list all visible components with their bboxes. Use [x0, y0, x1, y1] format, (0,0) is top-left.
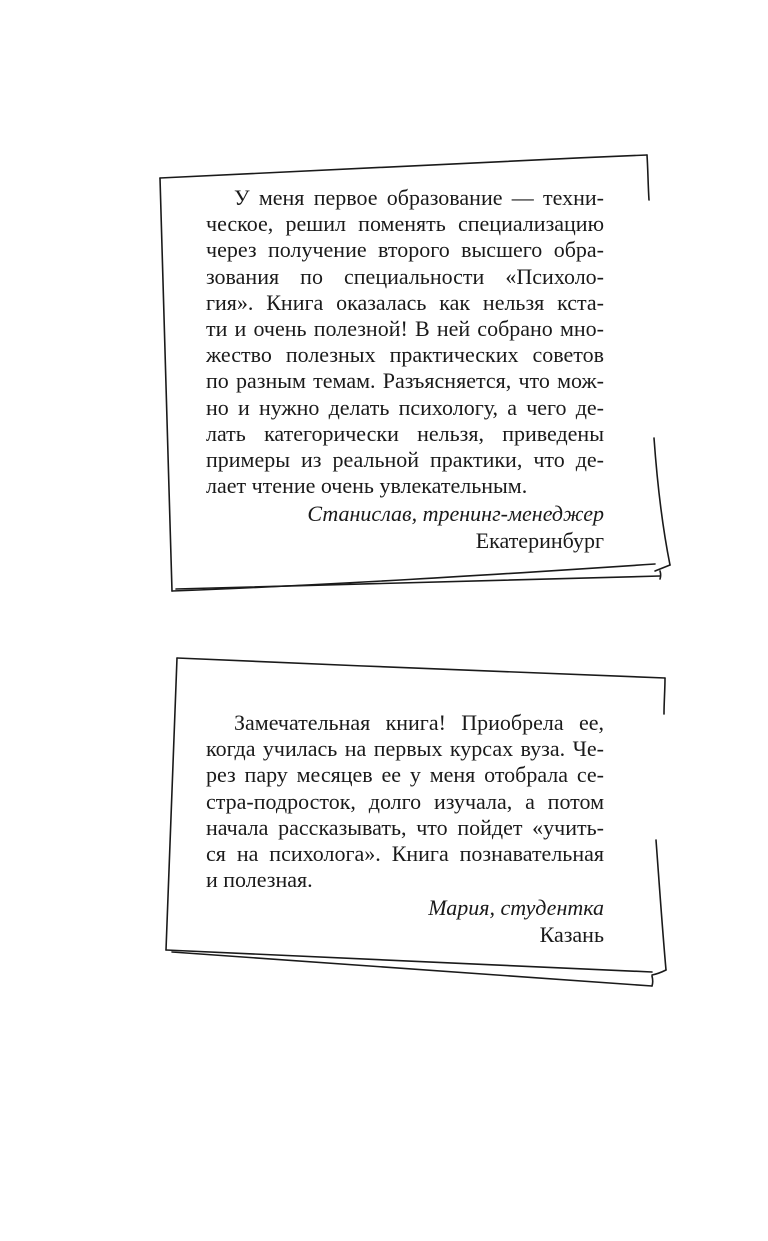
review-author: Станислав, тренинг-менеджер — [307, 501, 604, 527]
review-line: рез пару месяцев ее у меня отобрала се- — [206, 762, 604, 788]
review-line: начала рассказывать, что пойдет «учить- — [206, 814, 604, 840]
review-card-2 — [206, 710, 604, 948]
review-line: жество полезных практических советов — [206, 342, 604, 368]
review-line: лает чтение очень увлекательным. — [206, 473, 528, 499]
review-city: Казань — [539, 921, 604, 947]
review-text — [206, 710, 604, 893]
review-line: ся на психолога». Книга познавательная — [206, 841, 604, 867]
review-line: У меня первое образование — техни- — [234, 185, 604, 210]
review-line: гия». Книга оказалась как нельзя кста- — [206, 289, 604, 315]
review-line: примеры из реальной практики, что де- — [206, 447, 604, 473]
review-line: когда училась на первых курсах вуза. Че- — [206, 736, 604, 762]
review-line: лать категорически нельзя, приведены — [206, 420, 604, 446]
review-author: Мария, студентка — [428, 895, 604, 921]
review-line: но и нужно делать психологу, а чего де- — [206, 394, 604, 420]
review-text — [206, 185, 604, 499]
review-line: ти и очень полезной! В ней собрано мно- — [206, 316, 604, 342]
review-city: Екатеринбург — [475, 527, 604, 553]
review-line: по разным темам. Разъясняется, что мож- — [206, 368, 604, 394]
review-line: и полезная. — [206, 867, 313, 893]
review-card-1 — [206, 185, 604, 554]
review-line: ческое, решил поменять специализацию — [206, 211, 604, 237]
review-line: стра-подросток, долго изучала, а потом — [206, 788, 604, 814]
review-line: зования по специальности «Психоло- — [206, 263, 604, 289]
review-line: через получение второго высшего обра- — [206, 237, 604, 263]
review-line: Замечательная книга! Приобрела ее, — [234, 710, 604, 735]
